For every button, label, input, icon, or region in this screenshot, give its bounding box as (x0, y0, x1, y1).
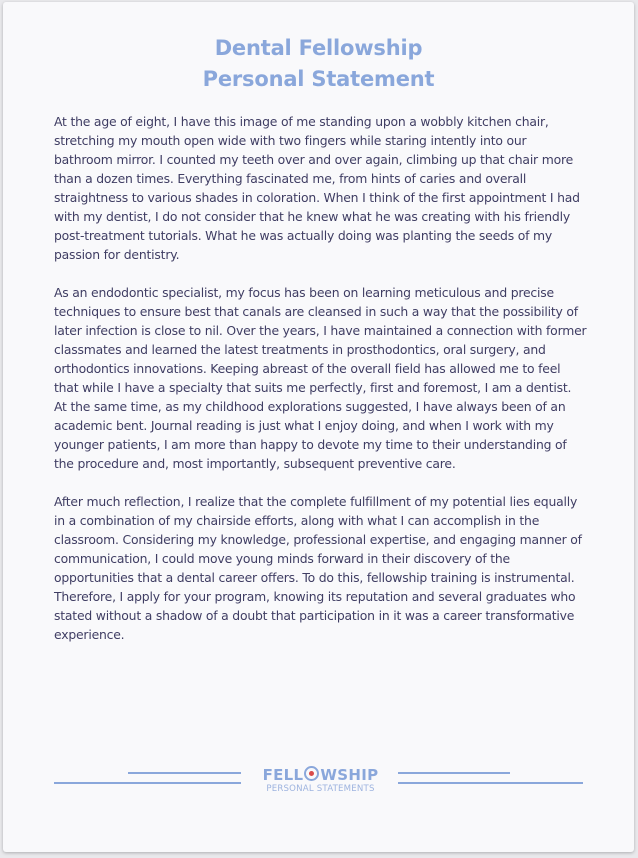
footer-rule-right-long (398, 782, 583, 784)
logo-wordmark: FELL WSHIP (262, 766, 379, 784)
footer-rule-left-long (54, 782, 241, 784)
logo-subtitle: PERSONAL STATEMENTS (266, 784, 375, 794)
paragraph-2: As an endodontic specialist, my focus has been on learning meticulous and precise techniques to ensure best that canals are cleansed in such a way that the possibility of later infection is close to nil. Over the years, I have maintained a connection with former classmates and learned the latest treatments in prosthodontics, oral surgery, and orthodontics innovations. Keeping abreast of the overall field has allowed me to feel that while I have a specialty that suits me perfectly, first and foremost, I am a dentist. At the same time, as my childhood explorations suggested, I have always been of an academic bent. Journal reading is just what I enjoy doing, and when I work with my younger patients, I am more than happy to devote my time to their understanding of the procedure and, most importantly, subsequent preventive care. (54, 285, 587, 471)
paragraph-3: After much reflection, I realize that the complete fulfillment of my potential lies equally in a combination of my chairside efforts, along with what I can accomplish in the classroom. Considering my knowledge, professional expertise, and engaging manner of communication, I could move young minds forward in their discovery of the opportunities that a dental career offers. To do this, fellowship training is instrumental. Therefore, I apply for your program, knowing its reputation and several graduates who stated without a shadow of a doubt that participation in it was a career transformative experience. (54, 494, 582, 642)
title-line-2: Personal Statement (202, 67, 435, 91)
footer-logo-area (3, 762, 634, 802)
target-o-icon (304, 766, 319, 781)
fellowship-logo (243, 766, 398, 794)
footer-rule-left-short (128, 772, 241, 774)
document-page (3, 2, 634, 852)
paragraph-1: At the age of eight, I have this image of me standing upon a wobbly kitchen chair, stretching my mouth open wide with two fingers while staring intently into our bathroom mirror. I counted my teeth over and over again, climbing up that chair more than a dozen times. Everything fascinated me, from hints of caries and overall straightness to various shades in coloration. When I think of the first appointment I had with my dentist, I do not consider that he knew what he was creating with his friendly post-treatment tutorials. What he was actually doing was planting the seeds of my passion for dentistry. (54, 114, 580, 262)
statement-body (54, 112, 587, 663)
footer-rule-right-short (398, 772, 510, 774)
page-title (3, 33, 634, 95)
title-line-1: Dental Fellowship (214, 36, 423, 60)
